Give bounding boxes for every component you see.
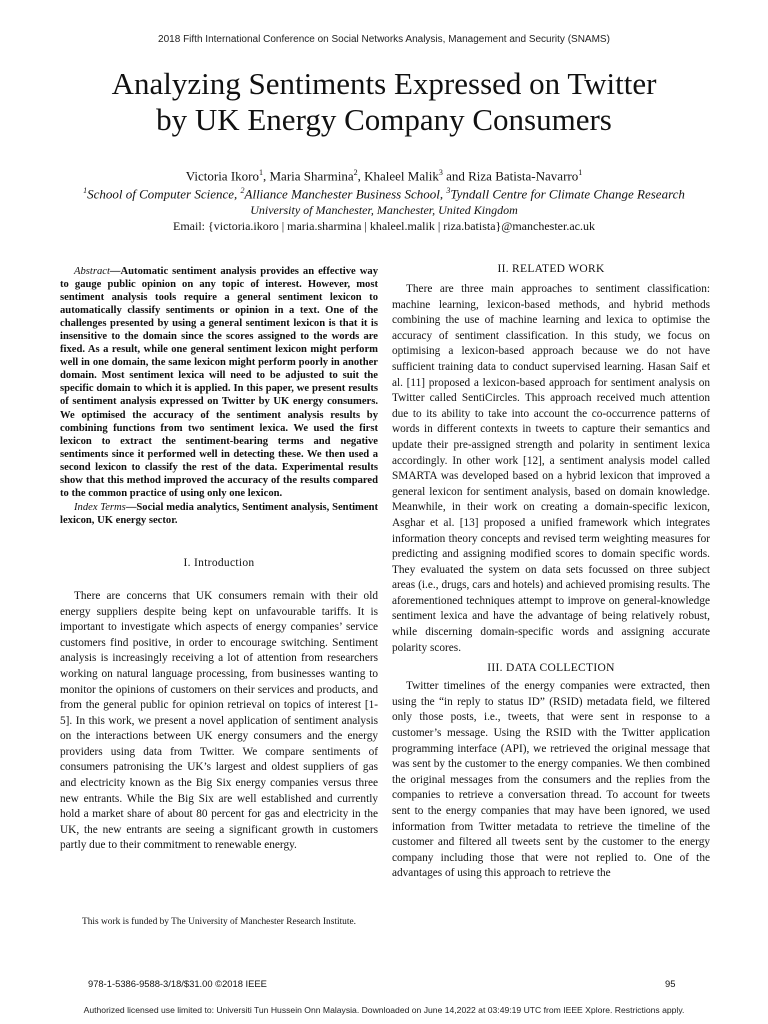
page-number: 95 (665, 978, 676, 989)
index-terms-lead: Index Terms (74, 501, 126, 513)
author-4: and Riza Batista-Navarro (442, 168, 579, 184)
introduction-text: There are concerns that UK consumers remain with their old energy suppliers despite being kept on unfavourable tariffs. It is important to investigate which aspects of energy companies’ service customers find positive, in order to encourage switching. Sentiment analysis is increasingly receiving a lot of attention from researchers working on natural language processing, from businesses wanting to monitor the opinions of customers on their services and products, and from the general public for opinion retrieval on topics of interest [1-5]. In this work, we present a novel application of sentiment analysis on the interactions between UK energy consumers and the energy providers using data from Twitter. We compare sentiments of consumers patronising the UK’s largest and oldest suppliers of gas and electricity known as the Big Six energy companies versus three new entrants. While the Big Six are well established and currently hold a market share of about 80 percent for gas and electricity in the UK, the new entrants are seeing a significant growth in customers partly due to their commitment to renewable energy. (60, 589, 378, 852)
affil-1: School of Computer Science, (87, 186, 241, 202)
title-line-2: by UK Energy Company Consumers (156, 102, 612, 137)
author-3-sup: 3 (438, 168, 443, 177)
author-2: , Maria Sharmina (263, 168, 354, 184)
paper-title (40, 66, 728, 138)
abstract-lead: Abstract (74, 266, 110, 277)
university: University of Manchester, Manchester, United Kingdom (250, 203, 518, 217)
section-heading-introduction: I. Introduction (183, 556, 255, 569)
affil-1-sup: 1 (83, 186, 88, 195)
isbn-footer: 978-1-5386-9588-3/18/$31.00 ©2018 IEEE (88, 978, 267, 989)
author-list (0, 168, 768, 184)
right-column (392, 263, 710, 882)
license-notice: Authorized licensed use limited to: Universiti Tun Hussein Onn Malaysia. Downloaded on June 14,2022 at 03:49:19 UTC from IEEE Xplore. Restrictions apply. (83, 1005, 685, 1015)
author-1-sup: 1 (259, 168, 263, 177)
affil-2-sup: 2 (240, 186, 245, 195)
section-heading-related-work: II. RELATED WORK (497, 263, 605, 275)
affiliations (0, 186, 768, 202)
related-work-text: There are three main approaches to sentiment classification: machine learning, lexicon-based methods, and hybrid methods combining the use of machine learning and lexica to optimise the accuracy of sentiment classification. In this study, we focus on optimising a lexicon-based approach because we do not have sufficient training data to conduct supervised learning. Hasan Saif et al. [11] proposed a lexicon-based approach for sentiment analysis on Twitter called SentiCircles. This approach received much attention due to its ability to take into account the co-occurrence patterns of words in different contexts in tweets to capture their semantics and update their pre-assigned strength and polarity in sentiment lexica accordingly. In other work [12], a sentiment analysis model called SMARTA was developed based on a hybrid lexicon that improved a general lexicon for sentiment analysis, based on domain knowledge. Meanwhile, in their work on creating a domain-specific lexicon, Asghar et al. [13] proposed a unified framework which integrates information theory concepts and revised term weighting measures for predicting and assigning modified scores to domain specific words. They evaluated the system on data sets focussed on three subject areas (i.e., drugs, cars and hotels) and achieved promising results. The aforementioned techniques attempt to improve on general-knowledge sentiment lexica and have the advantage of being relatively robust, while discerning domain-specific words and assigning accurate polarity scores. (392, 283, 710, 654)
index-terms-text: —Social media analytics, Sentiment analysis, Sentiment lexicon, UK energy sector. (60, 501, 378, 526)
data-collection-text: Twitter timelines of the energy companies were extracted, then using the “in reply to status ID” (RSID) metadata field, we filtered only those posts, i.e., tweets, that were sent in response to a customer’s message. Using the RSID with the Twitter application programming interface (API), we retrieved the original message that was sent by the customer to the energy companies. We then combined the original messages from the consumers and the replies from the companies to retrieve a conversation thread. To account for tweets sent to the energy companies that may have been ignored, we used information from Twitter metadata to retrieve the timeline of the customer and filtered all tweets sent by the customer to the energy company including those that were not replied to. One of the advantages of using this approach to retrieve the (392, 680, 710, 880)
author-1: Victoria Ikoro (185, 168, 259, 184)
author-3: , Khaleel Malik (357, 168, 439, 184)
affil-3-sup: 3 (446, 186, 451, 195)
funding-note: This work is funded by The University of Manchester Research Institute. (82, 917, 356, 927)
conference-header: 2018 Fifth International Conference on Social Networks Analysis, Management and Security (SNAMS) (158, 34, 610, 45)
left-column (60, 265, 378, 854)
affil-2: Alliance Manchester Business School, (244, 186, 447, 202)
email-line: Email: {victoria.ikoro | maria.sharmina | khaleel.malik | riza.batista}@manchester.ac.uk (173, 219, 595, 233)
index-terms (60, 501, 378, 527)
section-heading-data-collection: III. DATA COLLECTION (487, 662, 615, 675)
title-line-1: Analyzing Sentiments Expressed on Twitter (111, 66, 657, 101)
author-2-sup: 2 (353, 168, 358, 177)
abstract (60, 265, 378, 500)
affil-3: Tyndall Centre for Climate Change Research (450, 186, 685, 202)
abstract-text: —Automatic sentiment analysis provides an effective way to gauge public opinion on any topic of interest. However, most sentiment analysis tools require a general sentiment lexicon to automatically classify sentiments or opinion in a text. One of the challenges presented by using a general sentiment lexicon is that it is insensitive to the domain since the scores assigned to the words are fixed. As a result, while one general sentiment lexicon might perform well in one domain, the same lexicon might perform poorly in another domain. Most sentiment lexica will need to be adjusted to suit the specific domain to which it is applied. In this paper, we present results of sentiment analysis expressed on Twitter by UK energy consumers. We optimised the accuracy of the sentiment analysis results by combining functions from two sentiment lexica. We used the first lexicon to extract the sentiment-bearing terms and negative sentiments since it performed well in detecting these. We then used a second lexicon to classify the rest of the data. Experimental results show that this method improved the accuracy of the results compared to the common practice of using only one lexicon. (60, 266, 378, 499)
author-4-sup: 1 (578, 168, 583, 177)
